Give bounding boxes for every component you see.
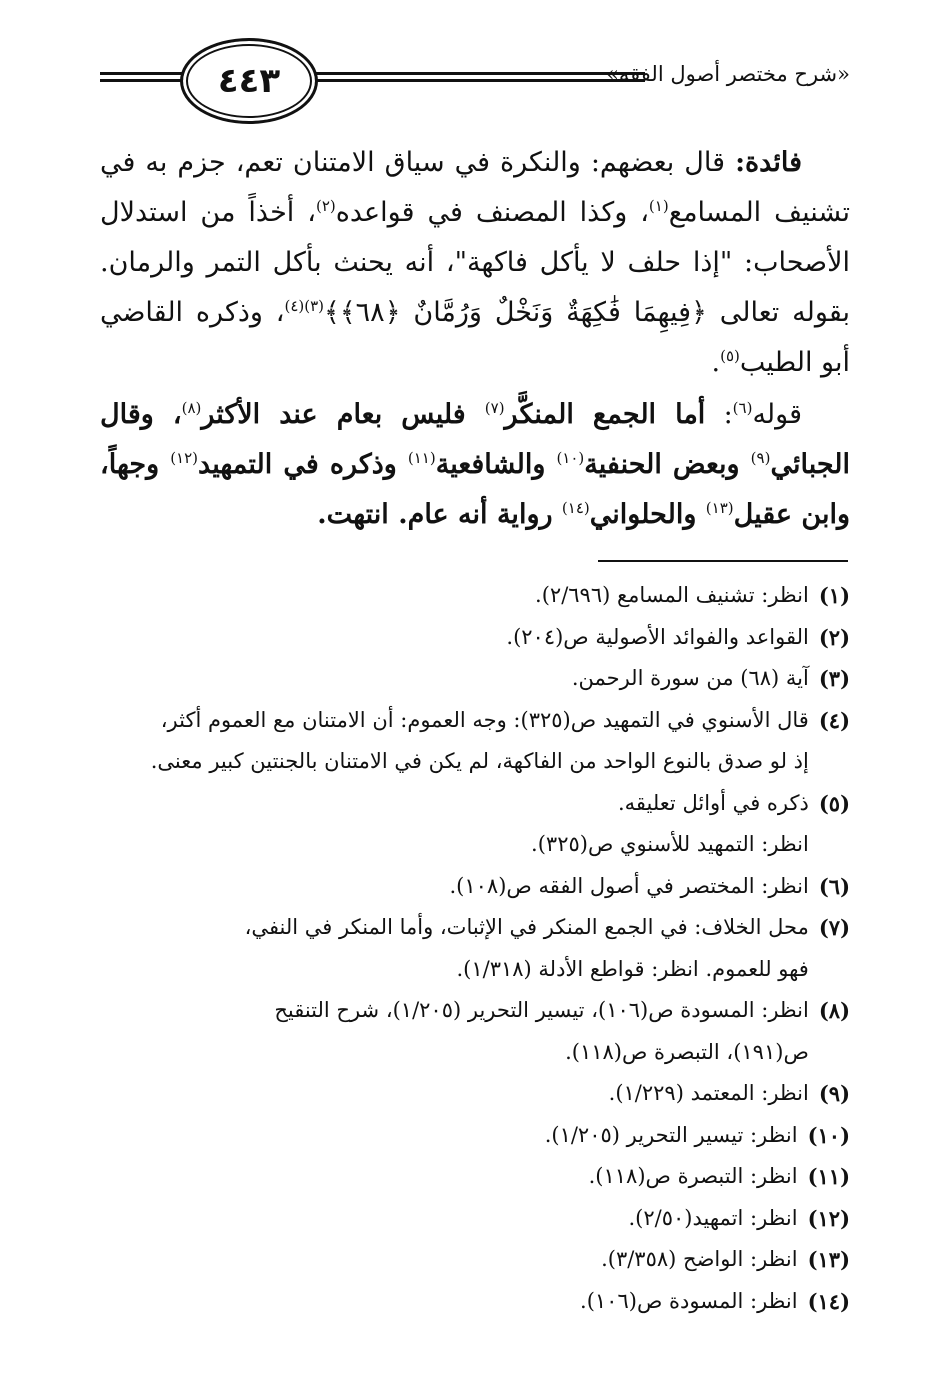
- footnote-ref[interactable]: (٩): [750, 449, 771, 467]
- page-number: ٤٤٣: [217, 61, 281, 101]
- footnote-ref[interactable]: (٤): [284, 297, 305, 315]
- footnote-ref[interactable]: (٨): [181, 399, 202, 417]
- footnote-text: [95, 1073, 809, 1115]
- header-rule-right: [315, 72, 645, 86]
- page-header: [100, 38, 850, 122]
- footnote-text: [95, 990, 809, 1073]
- footnote-number: (١): [818, 583, 850, 608]
- footnote-text: [95, 1198, 798, 1240]
- footnote-item: [95, 907, 850, 990]
- paragraph-quote: [100, 390, 850, 540]
- quoted-text: وجهاً، وابن عقيل: [100, 449, 850, 530]
- footnote-number: (١١): [807, 1164, 850, 1189]
- footnote-line: انظر: المسودة ص(١٠٦).: [580, 1288, 798, 1313]
- footnote-item: [95, 990, 850, 1073]
- footnote-line: ص(١٩١)، التبصرة ص(١١٨).: [565, 1039, 809, 1064]
- header-rule-left: [100, 72, 188, 86]
- footnote-ref[interactable]: (١٤): [561, 499, 590, 517]
- footnote-item: [95, 575, 850, 617]
- footnote-ref[interactable]: (١٢): [170, 449, 199, 467]
- quoted-text: ، وقال الجبائي: [100, 399, 851, 480]
- footnotes-list: [95, 575, 850, 1322]
- footnote-line: انظر: المختصر في أصول الفقه ص(١٠٨).: [449, 873, 809, 898]
- quoted-text: أما الجمع المنكَّر: [504, 399, 706, 430]
- footnote-ref[interactable]: (١): [648, 197, 669, 215]
- footnote-line: القواعد والفوائد الأصولية ص(٢٠٤).: [506, 624, 809, 649]
- footnote-text: [95, 866, 809, 908]
- text-run: ، وذكره القاضي أبو الطيب: [100, 297, 850, 378]
- footnote-line: ذكره في أوائل تعليقه.: [617, 790, 809, 815]
- footnote-item: [95, 1156, 850, 1198]
- paragraph-note: [100, 138, 850, 388]
- footnote-text: [95, 700, 809, 783]
- quoted-text: والحلواني: [589, 499, 706, 530]
- footnote-line: انظر: تشنيف المسامع (٢/٦٩٦).: [535, 583, 809, 607]
- footnote-item: [95, 866, 850, 908]
- note-label: فائدة:: [735, 147, 802, 178]
- footnote-text: [95, 1115, 798, 1157]
- quoted-text: وبعض الحنفية: [584, 449, 751, 480]
- text-run: قوله: [752, 399, 803, 430]
- footnote-separator: [598, 560, 848, 562]
- footnote-ref[interactable]: (١٣): [705, 499, 734, 517]
- footnote-text: [95, 1156, 798, 1198]
- footnote-ref[interactable]: (٢): [315, 197, 336, 215]
- footnote-number: (١٢): [807, 1205, 850, 1231]
- footnote-number: (٧): [818, 915, 850, 940]
- footnote-line: انظر: التبصرة ص(١١٨).: [588, 1164, 798, 1188]
- text-run: ، وكذا المصنف في قواعده: [335, 197, 649, 228]
- running-title: «شرح مختصر أصول الفقه»: [606, 62, 850, 86]
- text-run: ، أخذاً من استدلال الأصحاب: "إذا حلف لا يأكل فاكهة"، أنه يحنث بأكل التمر والرمان. بقوله تعالى: [100, 197, 850, 328]
- footnote-item: [95, 658, 850, 700]
- footnote-ref[interactable]: (١٠): [556, 449, 585, 467]
- footnote-text: [95, 575, 809, 617]
- footnote-item: [95, 783, 850, 866]
- footnote-line: انظر: تيسير التحرير (١/٢٠٥).: [544, 1122, 798, 1147]
- footnote-number: (٥): [818, 790, 850, 816]
- footnote-line: انظر: المسودة ص(١٠٦)، تيسير التحرير (١/٢٠٥)، شرح التنقيح: [274, 998, 809, 1022]
- footnote-line: فهو للعموم. انظر: قواطع الأدلة (١/٣١٨).: [456, 956, 809, 981]
- footnote-item: [95, 617, 850, 659]
- text-run: قال بعضهم: والنكرة في سياق الامتنان تعم، جزم به في تشنيف المسامع: [100, 147, 850, 228]
- footnote-text: [95, 783, 809, 866]
- footnote-number: (٨): [818, 998, 850, 1023]
- text-run: :: [705, 399, 733, 430]
- footnote-number: (٩): [818, 1081, 850, 1106]
- footnote-number: (٤): [818, 707, 850, 733]
- footnote-item: [95, 700, 850, 783]
- footnote-number: (١٣): [807, 1247, 850, 1272]
- footnote-number: (٢): [818, 624, 850, 650]
- page-number-badge: [180, 38, 318, 124]
- quoted-text: وذكره في التمهيد: [198, 449, 408, 480]
- footnote-item: [95, 1115, 850, 1157]
- footnote-item: [95, 1198, 850, 1240]
- footnote-line: محل الخلاف: في الجمع المنكر في الإثبات، وأما المنكر في النفي،: [244, 915, 809, 939]
- footnote-item: [95, 1073, 850, 1115]
- footnote-ref[interactable]: (٧): [484, 399, 505, 417]
- footnote-number: (٦): [818, 873, 850, 899]
- footnote-line: انظر: اتمهيد(٢/٥٠).: [628, 1205, 798, 1230]
- footnote-item: [95, 1281, 850, 1323]
- footnote-item: [95, 1239, 850, 1281]
- footnote-line: انظر: الواضح (٣/٣٥٨).: [601, 1247, 798, 1271]
- quoted-text: فليس بعام عند الأكثر: [201, 399, 485, 430]
- footnote-line: إذ لو صدق بالنوع الواحد من الفاكهة، لم يكن في الامتنان بالجنتين كبير معنى.: [150, 749, 809, 773]
- footnote-ref[interactable]: (١١): [407, 449, 436, 467]
- main-text: [100, 138, 850, 540]
- footnote-number: (١٠): [807, 1122, 850, 1148]
- footnote-text: [95, 617, 809, 659]
- footnote-text: [95, 1281, 798, 1323]
- quoted-text: رواية أنه عام. انتهت.: [317, 499, 562, 530]
- footnote-number: (١٤): [807, 1288, 850, 1314]
- footnote-text: [95, 907, 809, 990]
- quoted-text: والشافعية: [435, 449, 557, 480]
- footnote-number: (٣): [818, 666, 850, 691]
- footnote-ref[interactable]: (٣): [304, 297, 325, 315]
- text-run: .: [711, 347, 721, 378]
- footnote-line: انظر: المعتمد (١/٢٢٩).: [608, 1081, 809, 1105]
- footnote-ref[interactable]: (٥): [720, 347, 740, 365]
- footnote-line: انظر: التمهيد للأسنوي ص(٣٢٥).: [531, 832, 809, 856]
- quran-verse: ﴿فِيهِمَا فَٰكِهَةٌ وَنَخْلٌ وَرُمَّانٌ ﴿٦٨﴾﴾: [324, 297, 707, 328]
- footnote-line: آية (٦٨) من سورة الرحمن.: [571, 666, 809, 690]
- footnote-text: [95, 658, 809, 700]
- footnote-ref[interactable]: (٦): [732, 399, 753, 417]
- footnote-text: [95, 1239, 798, 1281]
- footnote-line: قال الأسنوي في التمهيد ص(٣٢٥): وجه العموم: أن الامتنان مع العموم أكثر،: [160, 707, 809, 732]
